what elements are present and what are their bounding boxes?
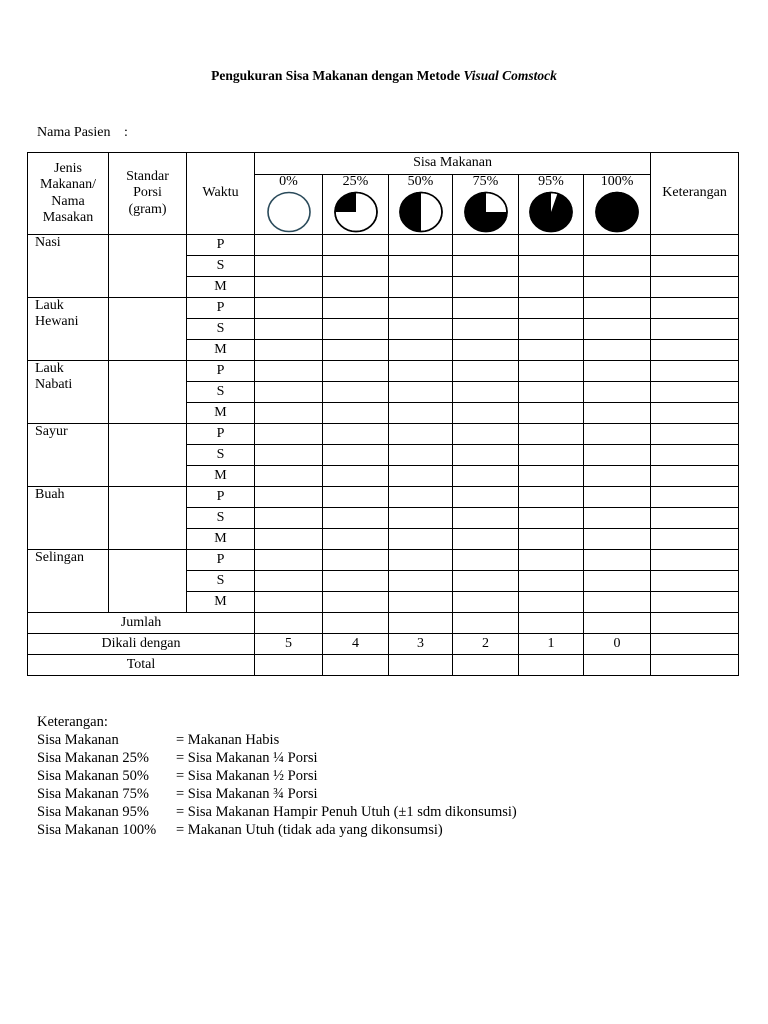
title-italic: Visual Comstock bbox=[463, 68, 557, 83]
level-entry-cell[interactable] bbox=[255, 235, 323, 256]
food-waste-table bbox=[27, 152, 739, 676]
level-entry-cell[interactable] bbox=[389, 319, 453, 340]
level-entry-cell[interactable] bbox=[584, 550, 651, 571]
level-entry-cell[interactable] bbox=[453, 508, 519, 529]
food-group-line: Selingan bbox=[35, 550, 84, 565]
level-entry-cell[interactable] bbox=[519, 277, 584, 298]
level-entry-cell[interactable] bbox=[519, 445, 584, 466]
level-entry-cell[interactable] bbox=[453, 256, 519, 277]
level-entry-cell[interactable] bbox=[519, 382, 584, 403]
level-entry-cell[interactable] bbox=[323, 424, 389, 445]
note-label: Sisa Makanan 100% bbox=[37, 822, 157, 838]
level-entry-cell[interactable] bbox=[389, 487, 453, 508]
portion-icon-wrap bbox=[519, 189, 583, 234]
table-row bbox=[28, 424, 739, 445]
level-entry-cell[interactable] bbox=[584, 508, 651, 529]
level-entry-cell[interactable] bbox=[584, 382, 651, 403]
waktu-cell: S bbox=[187, 382, 255, 403]
summary-total-cell[interactable] bbox=[519, 655, 584, 676]
level-entry-cell[interactable] bbox=[453, 424, 519, 445]
level-entry-cell[interactable] bbox=[453, 319, 519, 340]
summary-jumlah-cell[interactable] bbox=[323, 613, 389, 634]
header-level-0 bbox=[255, 175, 323, 235]
keterangan-cell[interactable] bbox=[651, 466, 739, 487]
portion-icon-wrap bbox=[255, 189, 322, 234]
plate-portion-icon bbox=[265, 190, 313, 234]
level-label: 50% bbox=[407, 174, 434, 189]
level-entry-cell[interactable] bbox=[323, 487, 389, 508]
keterangan-cell[interactable] bbox=[651, 340, 739, 361]
summary-jumlah-cell[interactable] bbox=[453, 613, 519, 634]
note-label: Sisa Makanan 75% bbox=[37, 786, 149, 802]
level-entry-cell[interactable] bbox=[453, 592, 519, 613]
level-entry-cell[interactable] bbox=[255, 550, 323, 571]
level-entry-cell[interactable] bbox=[389, 571, 453, 592]
summary-total-cell[interactable] bbox=[255, 655, 323, 676]
level-entry-cell[interactable] bbox=[519, 424, 584, 445]
header-level-2 bbox=[389, 175, 453, 235]
level-entry-cell[interactable] bbox=[584, 319, 651, 340]
level-entry-cell[interactable] bbox=[519, 403, 584, 424]
level-entry-cell[interactable] bbox=[519, 340, 584, 361]
summary-keterangan-cell[interactable] bbox=[651, 634, 739, 655]
waktu-cell: S bbox=[187, 508, 255, 529]
patient-name-field bbox=[37, 125, 128, 141]
level-entry-cell[interactable] bbox=[389, 508, 453, 529]
keterangan-cell[interactable] bbox=[651, 319, 739, 340]
level-entry-cell[interactable] bbox=[453, 445, 519, 466]
level-entry-cell[interactable] bbox=[584, 466, 651, 487]
summary-total-cell[interactable] bbox=[584, 655, 651, 676]
level-label: 75% bbox=[472, 174, 499, 189]
level-entry-cell[interactable] bbox=[453, 529, 519, 550]
plate-portion-icon bbox=[397, 190, 445, 234]
summary-total-cell[interactable] bbox=[453, 655, 519, 676]
level-entry-cell[interactable] bbox=[519, 529, 584, 550]
waktu-cell: M bbox=[187, 529, 255, 550]
standar-porsi-cell[interactable] bbox=[109, 298, 187, 361]
summary-total-cell[interactable] bbox=[323, 655, 389, 676]
notes-list bbox=[37, 731, 517, 839]
food-group-1 bbox=[28, 298, 109, 361]
level-entry-cell[interactable] bbox=[255, 403, 323, 424]
level-entry-cell[interactable] bbox=[255, 508, 323, 529]
level-entry-cell[interactable] bbox=[255, 571, 323, 592]
level-entry-cell[interactable] bbox=[255, 592, 323, 613]
level-entry-cell[interactable] bbox=[389, 298, 453, 319]
keterangan-cell[interactable] bbox=[651, 445, 739, 466]
waktu-cell: S bbox=[187, 571, 255, 592]
level-entry-cell[interactable] bbox=[323, 277, 389, 298]
table-row bbox=[28, 361, 739, 382]
food-group-5 bbox=[28, 550, 109, 613]
level-entry-cell[interactable] bbox=[519, 466, 584, 487]
level-entry-cell[interactable] bbox=[255, 466, 323, 487]
note-item bbox=[37, 803, 517, 821]
summary-jumlah-cell[interactable] bbox=[389, 613, 453, 634]
level-entry-cell[interactable] bbox=[453, 466, 519, 487]
patient-label: Nama Pasien bbox=[37, 125, 111, 140]
food-group-3 bbox=[28, 424, 109, 487]
level-entry-cell[interactable] bbox=[584, 340, 651, 361]
standar-porsi-cell[interactable] bbox=[109, 487, 187, 550]
summary-jumlah-cell[interactable] bbox=[255, 613, 323, 634]
keterangan-cell[interactable] bbox=[651, 382, 739, 403]
level-entry-cell[interactable] bbox=[255, 487, 323, 508]
level-entry-cell[interactable] bbox=[584, 235, 651, 256]
level-entry-cell[interactable] bbox=[389, 466, 453, 487]
note-label: Sisa Makanan 95% bbox=[37, 804, 149, 820]
multiplier-cell: 1 bbox=[519, 634, 584, 655]
plate-outline bbox=[268, 193, 310, 232]
level-entry-cell[interactable] bbox=[584, 592, 651, 613]
level-entry-cell[interactable] bbox=[519, 319, 584, 340]
keterangan-cell[interactable] bbox=[651, 277, 739, 298]
standar-porsi-cell[interactable] bbox=[109, 235, 187, 298]
level-entry-cell[interactable] bbox=[323, 529, 389, 550]
note-label: Sisa Makanan bbox=[37, 732, 119, 748]
portion-icon-wrap bbox=[453, 189, 518, 234]
level-entry-cell[interactable] bbox=[519, 256, 584, 277]
table-row bbox=[28, 298, 739, 319]
plate-portion-icon bbox=[593, 190, 641, 234]
table-row bbox=[28, 487, 739, 508]
level-entry-cell[interactable] bbox=[323, 403, 389, 424]
summary-keterangan-cell[interactable] bbox=[651, 613, 739, 634]
level-entry-cell[interactable] bbox=[584, 403, 651, 424]
level-entry-cell[interactable] bbox=[453, 571, 519, 592]
level-entry-cell[interactable] bbox=[519, 508, 584, 529]
level-entry-cell[interactable] bbox=[584, 571, 651, 592]
keterangan-cell[interactable] bbox=[651, 424, 739, 445]
plate-portion-icon bbox=[462, 190, 510, 234]
level-entry-cell[interactable] bbox=[519, 361, 584, 382]
level-entry-cell[interactable] bbox=[584, 277, 651, 298]
table-row bbox=[28, 550, 739, 571]
level-entry-cell[interactable] bbox=[519, 571, 584, 592]
level-label: 95% bbox=[538, 174, 564, 189]
waktu-cell: M bbox=[187, 403, 255, 424]
level-entry-cell[interactable] bbox=[255, 340, 323, 361]
level-entry-cell[interactable] bbox=[453, 298, 519, 319]
level-entry-cell[interactable] bbox=[584, 487, 651, 508]
waktu-cell: S bbox=[187, 445, 255, 466]
level-entry-cell[interactable] bbox=[584, 445, 651, 466]
waktu-cell: S bbox=[187, 256, 255, 277]
level-entry-cell[interactable] bbox=[453, 235, 519, 256]
note-item bbox=[37, 785, 517, 803]
keterangan-cell[interactable] bbox=[651, 550, 739, 571]
waktu-cell: P bbox=[187, 235, 255, 256]
level-entry-cell[interactable] bbox=[323, 298, 389, 319]
header-keterangan: Keterangan bbox=[651, 153, 739, 235]
level-entry-cell[interactable] bbox=[255, 424, 323, 445]
keterangan-cell[interactable] bbox=[651, 487, 739, 508]
level-entry-cell[interactable] bbox=[389, 361, 453, 382]
multiplier-cell: 2 bbox=[453, 634, 519, 655]
keterangan-cell[interactable] bbox=[651, 571, 739, 592]
level-label: 0% bbox=[279, 174, 298, 189]
notes-section bbox=[37, 713, 517, 839]
level-entry-cell[interactable] bbox=[389, 592, 453, 613]
level-entry-cell[interactable] bbox=[255, 445, 323, 466]
header-sisa-makanan: Sisa Makanan bbox=[255, 153, 651, 175]
level-entry-cell[interactable] bbox=[323, 256, 389, 277]
waktu-cell: P bbox=[187, 550, 255, 571]
notes-heading: Keterangan: bbox=[37, 714, 108, 730]
level-entry-cell[interactable] bbox=[519, 298, 584, 319]
food-group-line: Buah bbox=[35, 487, 65, 502]
note-value: = Sisa Makanan ¾ Porsi bbox=[176, 786, 318, 802]
portion-icon-wrap bbox=[389, 189, 452, 234]
level-entry-cell[interactable] bbox=[453, 487, 519, 508]
summary-total-cell[interactable] bbox=[389, 655, 453, 676]
level-entry-cell[interactable] bbox=[584, 529, 651, 550]
summary-jumlah-cell[interactable] bbox=[584, 613, 651, 634]
multiplier-cell: 3 bbox=[389, 634, 453, 655]
keterangan-cell[interactable] bbox=[651, 256, 739, 277]
note-value: = Makanan Habis bbox=[176, 732, 280, 748]
level-entry-cell[interactable] bbox=[584, 361, 651, 382]
standar-porsi-cell[interactable] bbox=[109, 550, 187, 613]
food-group-line: Sayur bbox=[35, 424, 68, 439]
keterangan-cell[interactable] bbox=[651, 592, 739, 613]
level-entry-cell[interactable] bbox=[389, 277, 453, 298]
level-entry-cell[interactable] bbox=[323, 571, 389, 592]
header-standar-line: (gram) bbox=[128, 201, 167, 217]
waktu-cell: P bbox=[187, 361, 255, 382]
note-value: = Sisa Makanan ½ Porsi bbox=[176, 768, 318, 784]
level-entry-cell[interactable] bbox=[389, 424, 453, 445]
level-entry-cell[interactable] bbox=[519, 235, 584, 256]
level-entry-cell[interactable] bbox=[519, 550, 584, 571]
header-standar-porsi bbox=[109, 153, 187, 235]
keterangan-cell[interactable] bbox=[651, 298, 739, 319]
summary-jumlah-label: Jumlah bbox=[28, 613, 255, 634]
header-standar-line: Standar bbox=[126, 169, 169, 185]
food-group-0 bbox=[28, 235, 109, 298]
waktu-cell: S bbox=[187, 319, 255, 340]
level-entry-cell[interactable] bbox=[584, 424, 651, 445]
summary-jumlah-cell[interactable] bbox=[519, 613, 584, 634]
waktu-cell: M bbox=[187, 340, 255, 361]
note-value: = Sisa Makanan Hampir Penuh Utuh (±1 sdm dikonsumsi) bbox=[176, 804, 517, 820]
level-entry-cell[interactable] bbox=[389, 550, 453, 571]
level-entry-cell[interactable] bbox=[389, 256, 453, 277]
note-label: Sisa Makanan 25% bbox=[37, 750, 149, 766]
waktu-cell: M bbox=[187, 277, 255, 298]
food-group-line: Nasi bbox=[35, 235, 61, 250]
level-entry-cell[interactable] bbox=[584, 256, 651, 277]
level-entry-cell[interactable] bbox=[584, 298, 651, 319]
level-entry-cell[interactable] bbox=[323, 550, 389, 571]
summary-total-label: Total bbox=[28, 655, 255, 676]
header-jenis-makanan bbox=[28, 153, 109, 235]
level-entry-cell[interactable] bbox=[323, 340, 389, 361]
waktu-cell: P bbox=[187, 487, 255, 508]
food-group-line: Nabati bbox=[35, 377, 73, 393]
note-item bbox=[37, 749, 517, 767]
level-entry-cell[interactable] bbox=[323, 319, 389, 340]
waktu-cell: M bbox=[187, 592, 255, 613]
header-jenis-line: Masakan bbox=[42, 209, 94, 225]
food-group-4 bbox=[28, 487, 109, 550]
level-entry-cell[interactable] bbox=[255, 277, 323, 298]
level-entry-cell[interactable] bbox=[453, 340, 519, 361]
header-jenis-line: Jenis bbox=[54, 161, 82, 177]
level-entry-cell[interactable] bbox=[453, 382, 519, 403]
food-group-line: Lauk bbox=[35, 361, 64, 376]
food-group-line: Lauk bbox=[35, 298, 64, 313]
level-entry-cell[interactable] bbox=[389, 340, 453, 361]
level-entry-cell[interactable] bbox=[389, 403, 453, 424]
level-entry-cell[interactable] bbox=[323, 382, 389, 403]
standar-porsi-cell[interactable] bbox=[109, 424, 187, 487]
table-row bbox=[28, 235, 739, 256]
summary-row bbox=[28, 613, 739, 634]
plate-fill bbox=[400, 193, 421, 232]
plate-portion-icon bbox=[527, 190, 575, 234]
level-entry-cell[interactable] bbox=[255, 319, 323, 340]
header-jenis-line: Makanan/ bbox=[40, 177, 96, 193]
food-group-line: Hewani bbox=[35, 314, 79, 330]
level-entry-cell[interactable] bbox=[323, 235, 389, 256]
level-entry-cell[interactable] bbox=[323, 508, 389, 529]
multiplier-cell: 4 bbox=[323, 634, 389, 655]
level-entry-cell[interactable] bbox=[323, 361, 389, 382]
level-label: 25% bbox=[342, 174, 369, 189]
page-title bbox=[0, 68, 768, 84]
waktu-cell: P bbox=[187, 298, 255, 319]
level-entry-cell[interactable] bbox=[519, 487, 584, 508]
keterangan-cell[interactable] bbox=[651, 529, 739, 550]
level-entry-cell[interactable] bbox=[323, 445, 389, 466]
header-waktu: Waktu bbox=[187, 153, 255, 235]
level-entry-cell[interactable] bbox=[453, 361, 519, 382]
summary-keterangan-cell[interactable] bbox=[651, 655, 739, 676]
header-level-1 bbox=[323, 175, 389, 235]
level-entry-cell[interactable] bbox=[389, 529, 453, 550]
note-item bbox=[37, 731, 517, 749]
keterangan-cell[interactable] bbox=[651, 508, 739, 529]
header-level-3 bbox=[453, 175, 519, 235]
level-entry-cell[interactable] bbox=[519, 592, 584, 613]
level-entry-cell[interactable] bbox=[255, 361, 323, 382]
summary-dikali-label: Dikali dengan bbox=[28, 634, 255, 655]
level-entry-cell[interactable] bbox=[255, 298, 323, 319]
note-label: Sisa Makanan 50% bbox=[37, 768, 149, 784]
summary-row bbox=[28, 634, 739, 655]
portion-icon-wrap bbox=[584, 189, 650, 234]
level-entry-cell[interactable] bbox=[389, 445, 453, 466]
level-entry-cell[interactable] bbox=[255, 382, 323, 403]
note-value: = Sisa Makanan ¼ Porsi bbox=[176, 750, 318, 766]
note-value: = Makanan Utuh (tidak ada yang dikonsumsi) bbox=[176, 822, 443, 838]
level-label: 100% bbox=[600, 174, 634, 189]
portion-icon-wrap bbox=[323, 189, 388, 234]
level-entry-cell[interactable] bbox=[453, 277, 519, 298]
waktu-cell: M bbox=[187, 466, 255, 487]
food-group-2 bbox=[28, 361, 109, 424]
patient-colon: : bbox=[123, 125, 128, 140]
level-entry-cell[interactable] bbox=[453, 403, 519, 424]
header-jenis-line: Nama bbox=[51, 193, 85, 209]
header-level-5 bbox=[584, 175, 651, 235]
level-entry-cell[interactable] bbox=[255, 256, 323, 277]
multiplier-cell: 0 bbox=[584, 634, 651, 655]
note-item bbox=[37, 821, 517, 839]
level-entry-cell[interactable] bbox=[453, 550, 519, 571]
waktu-cell: P bbox=[187, 424, 255, 445]
plate-portion-icon bbox=[332, 190, 380, 234]
level-entry-cell[interactable] bbox=[323, 592, 389, 613]
standar-porsi-cell[interactable] bbox=[109, 361, 187, 424]
keterangan-cell[interactable] bbox=[651, 235, 739, 256]
summary-row bbox=[28, 655, 739, 676]
title-main: Pengukuran Sisa Makanan dengan Metode bbox=[211, 68, 461, 83]
keterangan-cell[interactable] bbox=[651, 403, 739, 424]
header-level-4 bbox=[519, 175, 584, 235]
header-standar-line: Porsi bbox=[133, 185, 162, 201]
level-entry-cell[interactable] bbox=[323, 466, 389, 487]
multiplier-cell: 5 bbox=[255, 634, 323, 655]
level-entry-cell[interactable] bbox=[389, 382, 453, 403]
level-entry-cell[interactable] bbox=[389, 235, 453, 256]
keterangan-cell[interactable] bbox=[651, 361, 739, 382]
level-entry-cell[interactable] bbox=[255, 529, 323, 550]
note-item bbox=[37, 767, 517, 785]
